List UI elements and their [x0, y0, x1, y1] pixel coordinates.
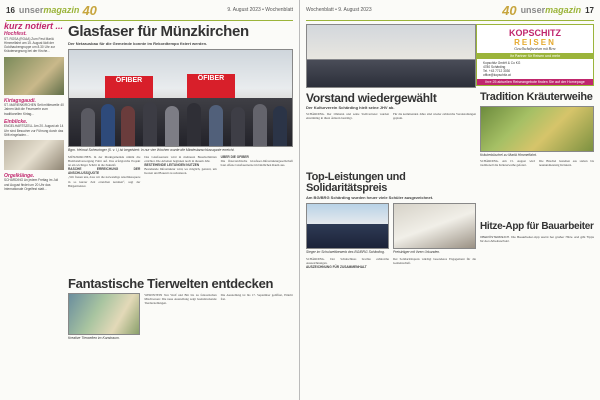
sidebar-heading: Kirtagsgaudi.: [4, 97, 36, 104]
sidebar-text: ST. MARIENKIRCHEN Seit mittlerweile 40 Jahren lädt die Feuerwehr zum traditionellen Kirtag...: [4, 103, 64, 116]
photo-caption: Kräuterbüschel zu Mariä Himmelfahrt.: [480, 153, 537, 157]
anniversary-badge: 40: [502, 2, 517, 18]
article-body: [306, 257, 476, 269]
ad-logo-sub: REISEN: [514, 38, 556, 47]
article-headline: Vorstand wiedergewählt: [306, 91, 437, 105]
text-column: Für die kommenden Jahre sind wieder zahlreiche Veranstaltungen geplant.: [393, 112, 476, 121]
crowd-shape: [69, 98, 292, 146]
article-body: [68, 155, 293, 275]
article-photo: [306, 24, 476, 88]
fiber-banner: ÖFIBER: [187, 74, 235, 98]
article-body: [480, 159, 594, 167]
photo-caption: Bgm. Helmut Scheuringer (5. v. l.) ist begeistert: In nur vier Wochen wurde die Mindestanschlussquote erreicht.: [68, 148, 235, 152]
sidebar-text: ST. ROSA (ROAA) Zum Fest Mariä Himmelfahrt am 15. August lädt der Goldhaubengruppe um 8.30 Uhr zur Kräutersegnung bei der Kirche...: [4, 36, 56, 54]
main-column: [68, 24, 293, 396]
article-headline: Hitze-App für Bauarbeiter: [480, 221, 594, 232]
brand-logo: unsermagazin: [520, 5, 582, 15]
brand-logo: unsermagazin: [18, 5, 80, 15]
fiber-banner: ÖFIBER: [105, 76, 153, 98]
text-column: WERNSTEIN Von Wolf und Bär bis zu fantastischen Mischwesen: Die neue Ausstellung zeigt beeindruckende Tierdarstellungen.: [144, 293, 217, 306]
ad-slogan: Gesellschaftsreisen mit Herz: [514, 47, 556, 51]
photo-caption: Preisträger mit ihren Urkunden.: [393, 250, 441, 254]
ad-footer: Ihre 25 aktuellen Reiseangebote finden Sie auf der Homepage: [477, 79, 593, 85]
text-column: ÜBER DIE ÖFIBER Die Österreichische Glasfaser-Infrastrukturgesellschaft baut offene Glasfasernetze im ländlichen Raum aus.: [220, 155, 293, 168]
text-column: Der Solidaritätspreis würdigt besonderes Engagement für die Gemeinschaft.: [393, 257, 476, 266]
left-page-header: [0, 0, 299, 20]
header-divider: [306, 20, 594, 21]
text-column: Die Büschel bestehen aus sieben bis neunundneunzig Kräutern.: [539, 159, 594, 168]
text-column: SCHÄRDING. Am 15. August wird traditionell die Kräuterweihe gefeiert.: [480, 159, 535, 168]
article-photo: [68, 293, 140, 335]
article-photo: [480, 106, 594, 152]
text-column: SCHÄRDING. Der Schulschluss brachte zahlreiche Auszeichnungen. AUSZEICHNUNG FÜR ZUSAMMENHALT: [306, 257, 389, 270]
article-vorstand: [306, 92, 476, 120]
article-headline: Top-Leistungen und Solidaritätspreis: [306, 171, 406, 194]
photo-row: [306, 203, 476, 254]
kopschitz-advertisement[interactable]: [476, 24, 594, 86]
sidebar-photo: [4, 57, 64, 95]
right-page-header: [300, 0, 600, 20]
ad-contact: Kopschitz GmbH & Co KG 4780 Schärding Tel. +43 7712 3030 office@kopschitz.at: [483, 61, 521, 77]
sidebar-heading: Einblicke.: [4, 118, 28, 125]
sidebar-heading: Hochfest.: [4, 31, 27, 38]
sidebar-text: ENGELHARTSZELL Am 20. August ab 14 Uhr sind Besucher zur Führung durch das Stift eingeladen...: [4, 124, 64, 137]
article-body: [306, 112, 476, 120]
ad-logo: KOPSCHITZ: [508, 28, 561, 38]
sidebar-heading: Orgelklänge.: [4, 173, 35, 180]
date-line: 9. August 2023 • Wochenblatt: [227, 7, 293, 13]
article-photo: [393, 203, 476, 249]
sidebar-title: kurz notiert ...: [4, 21, 64, 31]
article-photo: [306, 203, 389, 249]
date-line: Wochenblatt • 9. August 2023: [306, 7, 372, 13]
text-column: SCHÄRDING. Der Obmann und seine Stellvertreter wurden einstimmig in ihren Ämtern bestätigt.: [306, 112, 389, 121]
text-column: MÜNZKIRCHEN. In der Marktgemeinde nimmt die Breitbandversorgung Fahrt auf. Das erfolgreiche Projekt ist ein wichtiger Schritt in die Zukunft. RASCHE ERREICHUNG DER ANSCHLUSSQUOTE „Wir freuen uns, dass wir die notwendige Anschlussquote in so kurzer Zeit erreichen konnten“, sagt der Bürgermeister.: [68, 155, 141, 188]
photo-caption: Kreative Tierwelten im Kunstraum.: [68, 336, 120, 340]
ad-bar: Ihr Partner für Reisen und mehr: [477, 53, 593, 59]
sidebar-photo: [4, 140, 64, 170]
article-subline: Der Netzausbau für die Gemeinde konnte im Rekordtempo fixiert werden.: [68, 41, 208, 46]
article-headline: Glasfaser für Münzkirchen: [68, 23, 249, 40]
text-column: Das Glasfasernetz wird in mehreren Bauabschnitten errichtet. Die Arbeiten beginnen noch in diesem Jahr. BESTEHENDE LEITUNGEN NUTZEN Bestehende Infrastruktur wird, wo möglich, genutzt, um Kosten und Bauzeit zu reduzieren.: [144, 155, 217, 176]
sidebar-text: SCHÄRDING An jedem Freitag im Juli und August findet um 20 Uhr das Internationale Orgelfest statt...: [4, 178, 59, 192]
news-sidebar: [4, 21, 64, 396]
article-headline: Tradition Kräuterweihe: [480, 91, 593, 103]
photo-caption: Sieger im Schulwettbewerb des BG/BRG Schärding.: [306, 250, 385, 254]
article-headline: Fantastische Tierwelten entdecken: [68, 276, 274, 291]
article-subline: Der Kulturverein Schärding hielt seine JHV ab.: [306, 105, 395, 110]
text-column: Die Ausstellung ist bis 17. September geöffnet, Eintritt frei.: [220, 293, 293, 302]
article-subline: Am BG/BRG Schärding wurden heuer viele Schüler ausgezeichnet.: [306, 195, 434, 200]
page-number: 17: [585, 5, 594, 15]
article-kraeuter: [480, 92, 594, 167]
article-body: [68, 293, 293, 340]
page-number: 16: [6, 5, 15, 15]
anniversary-badge: 40: [82, 2, 97, 18]
article-photo: [68, 49, 293, 147]
right-page: [300, 0, 600, 400]
article-hitze: [480, 222, 594, 243]
text-column: OBERÖSTERREICH. Die Bauarbeiter-App warnt bei großer Hitze und gibt Tipps für den Arbeitsschutz.: [480, 235, 594, 244]
article-top-leistungen: [306, 172, 476, 269]
